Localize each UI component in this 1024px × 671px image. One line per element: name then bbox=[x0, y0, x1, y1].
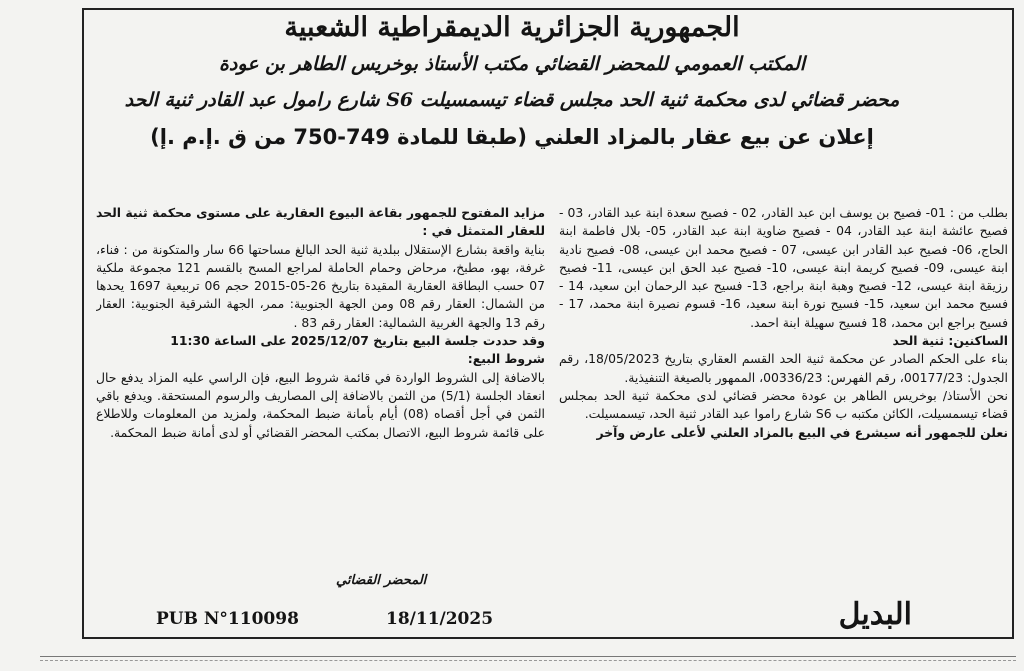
notice-title: إعلان عن بيع عقار بالمزاد العلني (طبقا للمادة 749-750 من ق .إ.م .إ) bbox=[150, 125, 874, 149]
right-column bbox=[559, 204, 1008, 574]
publication-date: 18/11/2025 bbox=[386, 609, 494, 629]
office-line-2: محضر قضائي لدى محكمة ثنية الحد مجلس قضاء تيسمسيلت S6 شارع رامول عبد القادر ثنية الحد bbox=[124, 89, 900, 111]
sale-date-paragraph: وقد حددت جلسة البيع بتاريخ 2025/12/07 على الساعة 11:30 bbox=[170, 333, 545, 349]
auction-place-paragraph: مزايد المفتوح للجمهور بقاعة البيوع العقارية على مستوى محكمة ثنية الحد للعقار المتمثل في : bbox=[96, 205, 545, 239]
residence-line: الساكنين: ثنية الحد bbox=[892, 333, 1008, 349]
publication-number: PUB N°110098 bbox=[156, 609, 299, 629]
property-description: بناية واقعة بشارع الإستقلال ببلدية ثنية الحد البالغ مساحتها 66 سار والمتكونة من : فناء، غرفة، بهو، مطبخ، مرحاض وحمام الحاملة لمراجع المسح بالقسم 121 مجموعة ملكية 07 حسب البطاقة العقارية المقيدة بتاريخ 26-05-2015 حجم 06 تربيعية 1697 يحدها من الشمال: العقار رقم 08 ومن الجهة الجنوبية: ممر، الجهة الشرقية الجنوبية: العقار رقم 13 والجهة الغربية الشمالية: العقار رقم 83 . bbox=[96, 241, 545, 330]
republic-heading: الجمهورية الجزائرية الديمقراطية الشعبية bbox=[284, 12, 740, 43]
office-line-1: المكتب العمومي للمحضر القضائي مكتب الأستاذ بوخريس الطاهر بن عودة bbox=[218, 53, 806, 75]
sale-conditions-paragraph: بالاضافة إلى الشروط الواردة في قائمة شروط البيع، فإن الراسي عليه المزاد يدفع حال انعقاد الجلسة (5/1) من الثمن بالاضافة إلى المصاريف والرسوم المستحقة. ويدفع باقي الثمن في أجل أقصاه (08) أيام بأمانة ضبط المحكمة، ولمزيد من المعلومات وللاطلاع على قائمة شروط البيع، الاتصال بمكتب المحضر القضائي أو لدى أمانة ضبط المحكمة. bbox=[96, 369, 545, 440]
bailiff-paragraph: نحن الأستاذ/ بوخريس الطاهر بن عودة محضر قضائي لدى محكمة ثنية الحد بمجلس قضاء تيسمسيلت، الكائن مكتبه ب S6 شارع راموا عبد القادر ثنية الحد، تيسمسيلت. bbox=[559, 387, 1008, 422]
bailiff-signature: المحضر القضائي bbox=[336, 573, 427, 588]
sale-conditions-heading: شروط البيع: bbox=[467, 351, 545, 367]
announcement-paragraph: نعلن للجمهور أنه سيشرع في البيع بالمزاد العلني لأعلى عارض وآخر bbox=[596, 424, 1008, 440]
bottom-rule bbox=[40, 656, 1016, 657]
newspaper-logo: البديل bbox=[838, 597, 912, 632]
notice-footer bbox=[96, 573, 1002, 632]
notice-header bbox=[14, 12, 1010, 149]
notice-body bbox=[96, 204, 1008, 574]
left-column bbox=[96, 204, 545, 574]
plaintiffs-paragraph: بطلب من : 01- فصيح بن يوسف ابن عبد القادر، 02 - فصيح سعدة ابنة عبد القادر، 03 - فصيح عائشة ابنة عبد القادر، 04 - فصيح ضاوية ابنة عبد القادر، 05- بلال فاطمة ابنة الحاج، 06- فصيح عبد القادر ابن عيسى، 07 - فصيح محمد ابن عيسى، 08- فصيح نادية ابنة عيسى، 09- فصيح كريمة ابنة عيسى، 10- فصيح عبد الحق ابن عيسى، 11- فصيح رزيقة ابنة عيسى، 12- فصيح وهبة ابنة براجع، 13- فسيح عبد الرحمان ابن سعيد، 14 - فسيح محمد ابن سعيد، 15- فسيح نورة ابنة سعيد، 16- قسوم نصيرة ابنة محمد، 17 - فسيح براجع ابن محمد، 18 فسيح سهيلة ابنة احمد. bbox=[559, 205, 1008, 330]
judgment-paragraph: بناء على الحكم الصادر عن محكمة ثنية الحد القسم العقاري بتاريخ 18/05/2023، رقم الجدول: 00177/23، رقم الفهرس: 00336/23، الممهور بالصيغة التنفيذية. bbox=[559, 351, 1008, 385]
bottom-rule-dashed bbox=[40, 660, 1016, 661]
